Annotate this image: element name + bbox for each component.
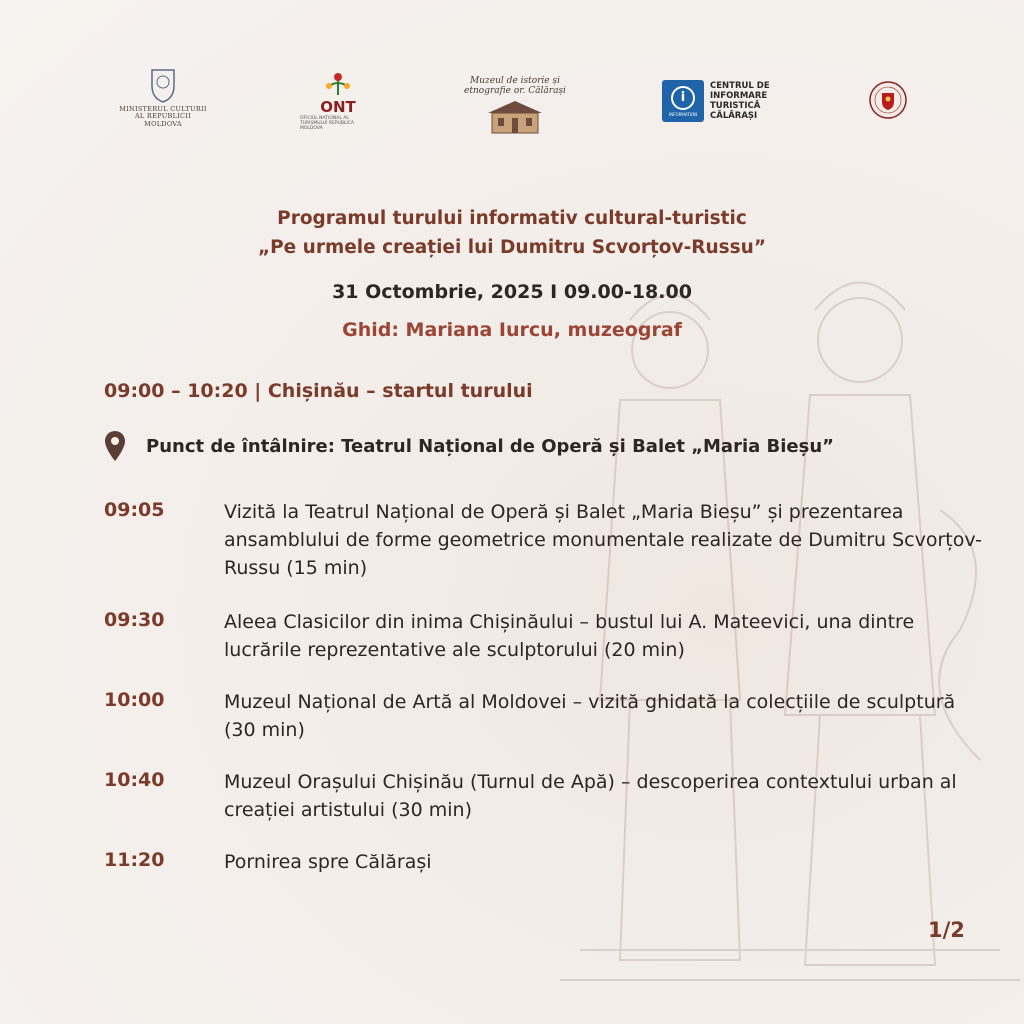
section-heading: 09:00 – 10:20 | Chișinău – startul turului [104,380,533,402]
location-pin-icon [104,430,126,462]
seal-icon [868,80,908,120]
schedule-time: 09:05 [104,499,165,521]
museum-logo [450,76,580,137]
tour-date: 31 Octombrie, 2025 I 09.00-18.00 [332,281,692,303]
meeting-point-text: Punct de întâlnire: Teatrul Național de Operă și Balet „Maria Bieșu” [146,435,834,457]
program-title: Programul turului informativ cultural-turistic [277,208,747,229]
ont-logo [300,72,376,131]
museum-name: Muzeul de istorie și etnografie or. Călărași [464,76,566,97]
schedule-desc: Pornirea spre Călărași [224,851,432,873]
ont-subtitle: OFICIUL NAȚIONAL AL TURISMULUI REPUBLICA MOLDOVA [300,116,354,131]
museum-building-icon [480,97,550,137]
ministry-name: MINISTERUL CULTURII AL REPUBLICII MOLDOVA [119,105,207,128]
schedule-row [104,498,984,582]
ont-name: ONT [320,98,356,116]
info-icon: i [671,86,695,110]
schedule-row [104,608,984,664]
schedule-row [104,848,984,876]
ministry-culture-logo [118,66,208,128]
calarasi-seal-logo [868,80,908,120]
schedule-time: 09:30 [104,609,165,631]
schedule-desc: Muzeul Orașului Chișinău (Turnul de Apă) – descoperirea contextului urban al creației artistului (30 min) [224,771,957,821]
info-center-logo [662,80,780,122]
schedule-time: 11:20 [104,849,165,871]
tour-guide: Ghid: Mariana Iurcu, muzeograf [342,319,682,341]
schedule-desc: Vizită la Teatrul Național de Operă și Balet „Maria Bieșu” și prezentarea ansamblului de forme geometrice monumentale realizate de Dumitru Scvorțov-Russu (15 min) [224,501,982,579]
ont-emblem-icon [323,72,353,98]
schedule-time: 10:40 [104,769,165,791]
schedule-desc: Muzeul Național de Artă al Moldovei – vizită ghidată la colecțiile de sculptură (30 min) [224,691,956,741]
schedule-time: 10:00 [104,689,165,711]
info-badge: i INFORMATION [662,80,704,122]
schedule-row [104,768,984,824]
page-indicator: 1/2 [928,918,965,942]
info-center-name: CENTRUL DE INFORMARE TURISTICĂ CĂLĂRAȘI [710,80,770,122]
meeting-point [104,430,834,462]
coat-of-arms-icon [148,66,178,104]
program-subtitle: „Pe urmele creației lui Dumitru Scvorțov-Russu” [257,237,767,258]
schedule-desc: Aleea Clasicilor din inima Chișinăului – bustul lui A. Mateevici, una dintre lucrările reprezentative ale sculptorului (20 min) [224,611,915,661]
schedule-row [104,688,984,744]
